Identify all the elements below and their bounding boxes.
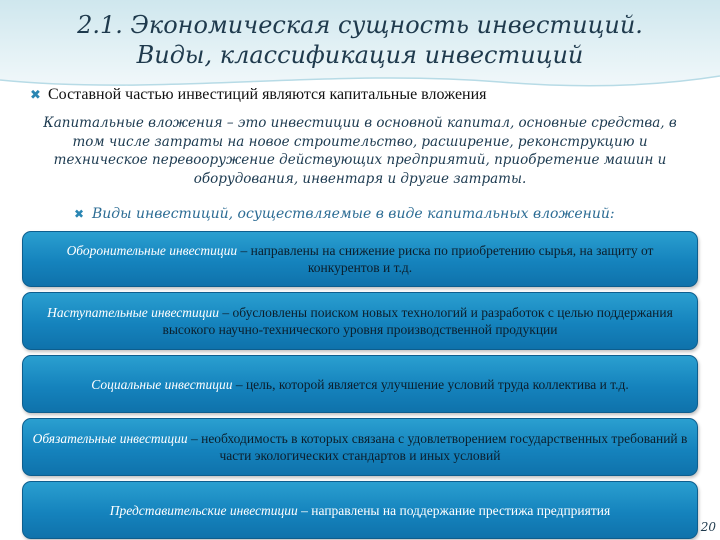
box-term: Наступательные инвестиции bbox=[47, 305, 220, 320]
investment-type-box-representative bbox=[22, 481, 698, 539]
box-description: – направлены на снижение риска по приобретению сырья, на защиту от конкурентов и т.д. bbox=[237, 243, 654, 275]
box-term: Оборонительные инвестиции bbox=[66, 243, 238, 258]
box-description: – необходимость в которых связана с удовлетворением государственных требований в части экологических стандартов и иных условий bbox=[187, 431, 688, 463]
slide-title-line-2: Виды, классификация инвестиций bbox=[136, 41, 584, 69]
sub-bullet-types bbox=[74, 206, 694, 222]
sub-bullet-text: Виды инвестиций, осуществляемые в виде капитальных вложений: bbox=[92, 206, 615, 222]
box-description: – цель, которой является улучшение условий труда коллектива и т.д. bbox=[232, 376, 629, 392]
investment-type-box-mandatory bbox=[22, 418, 698, 476]
definition-text: Капитальные вложения – это инвестиции в основной капитал, основные средства, в том числе затраты на новое строительство, расширение, реконструкцию и техническое перевооружение действующих предприятий, приобретение машин и оборудования, инвентаря и другие затраты. bbox=[43, 115, 677, 187]
box-term: Социальные инвестиции bbox=[91, 376, 233, 392]
slide-title bbox=[40, 10, 680, 70]
investment-type-box-offensive bbox=[22, 292, 698, 350]
box-term: Представительские инвестиции bbox=[109, 502, 298, 518]
page-number: 20 bbox=[700, 520, 716, 534]
box-description: – направлены на поддержание престижа предприятия bbox=[297, 502, 611, 518]
box-description: – обусловлены поиском новых технологий и разработок с целью поддержания высокого научно-технического уровня производственной продукции bbox=[162, 305, 673, 337]
bullet-text: Составной частью инвестиций являются капитальные вложения bbox=[48, 86, 487, 103]
investment-type-box-defensive bbox=[22, 231, 698, 287]
x-bullet-icon: ✖ bbox=[30, 87, 41, 102]
box-term: Обязательные инвестиции bbox=[32, 431, 188, 446]
investment-type-box-social bbox=[22, 355, 698, 413]
slide-title-line-1: 2.1. Экономическая сущность инвестиций. bbox=[77, 11, 643, 39]
bullet-capital-investments bbox=[30, 86, 700, 104]
x-bullet-icon: ✖ bbox=[74, 207, 85, 221]
